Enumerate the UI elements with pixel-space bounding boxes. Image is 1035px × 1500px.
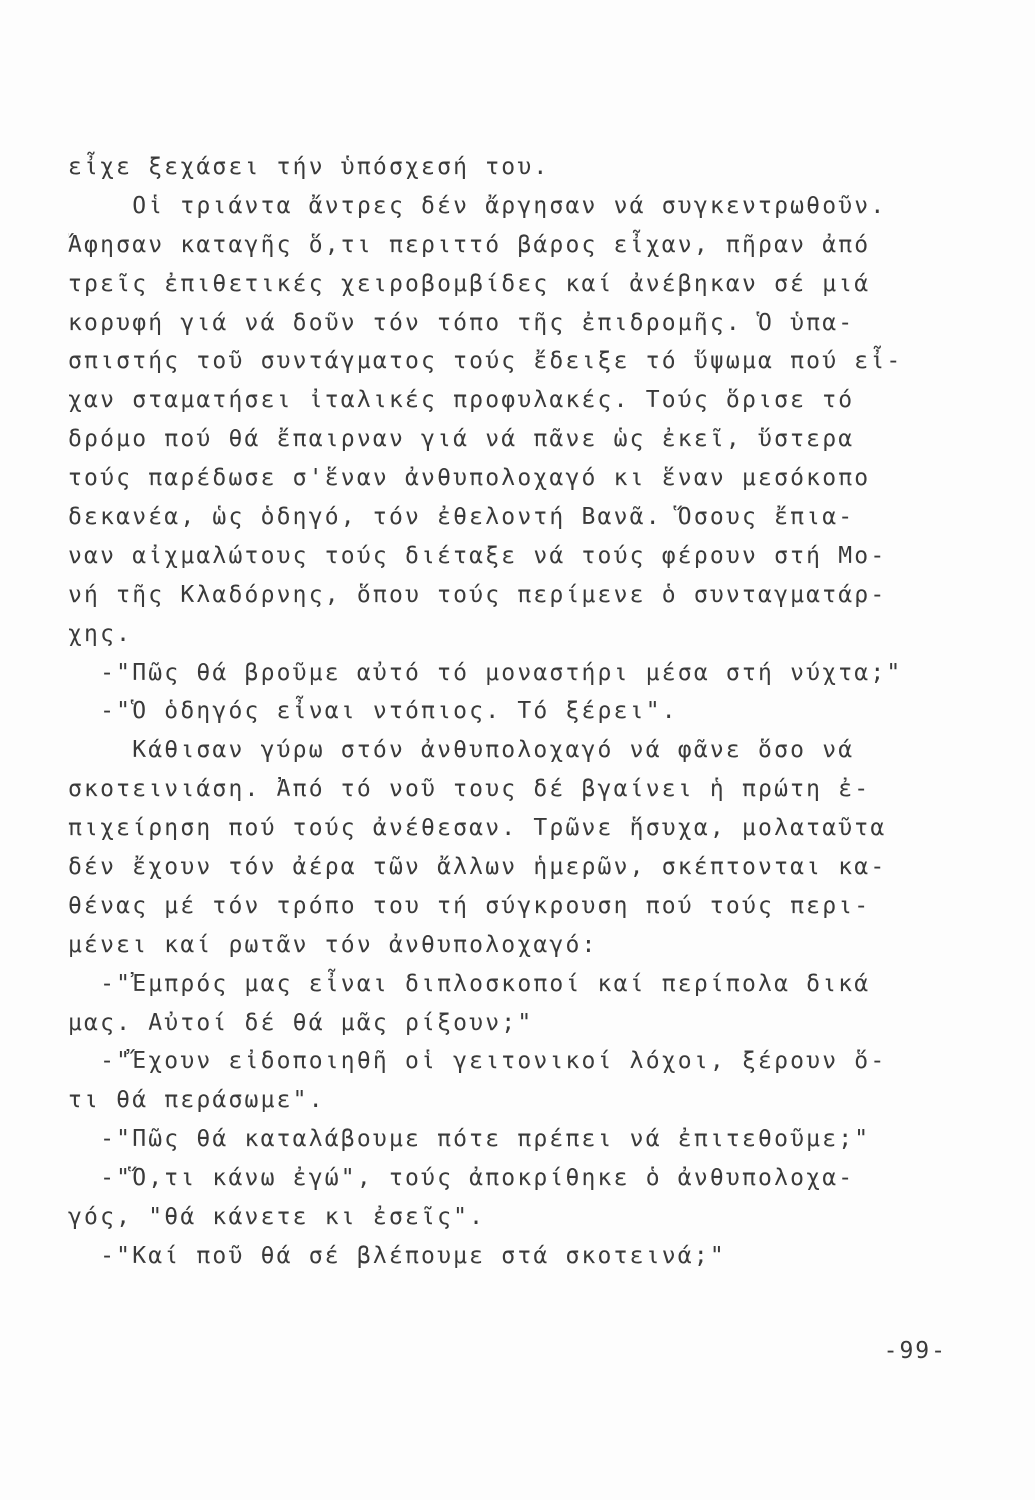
text-line: ναν αἰχμαλώτους τούς διέταξε νά τούς φέρουν στή Μο- (68, 542, 887, 569)
text-line: τι θά περάσωμε". (68, 1087, 325, 1114)
text-line: νή τῆς Κλαδόρνης, ὅπου τούς περίμενε ὁ συνταγματάρ- (68, 581, 887, 608)
text-line: -"Ἔχουν εἰδοποιηθῆ οἱ γειτονικοί λόχοι, ξέρουν ὅ- (68, 1048, 887, 1075)
text-line: πιχείρηση πού τούς ἀνέθεσαν. Τρῶνε ἥσυχα, μολαταῦτα (68, 815, 887, 842)
page-number: -99- (883, 1338, 947, 1364)
text-line: δεκανέα, ὡς ὁδηγό, τόν ἐθελοντή Βανᾶ. Ὅσους ἔπια- (68, 504, 855, 531)
text-line: θένας μέ τόν τρόπο του τή σύγκρουση πού τούς περι- (68, 892, 871, 919)
text-line: -"Ὁ ὁδηγός εἶναι ντόπιος. Τό ξέρει". (68, 698, 678, 725)
text-line: μας. Αὐτοί δέ θά μᾶς ρίξουν;" (68, 1009, 534, 1036)
text-line: γός, "θά κάνετε κι ἐσεῖς". (68, 1204, 486, 1231)
body-text (68, 148, 968, 1276)
text-line: τρεῖς ἐπιθετικές χειροβομβίδες καί ἀνέβηκαν σέ μιά (68, 270, 871, 297)
text-line: -"Ὅ,τι κάνω ἐγώ", τούς ἀποκρίθηκε ὁ ἀνθυπολοχα- (68, 1165, 855, 1192)
text-line: -"Καί ποῦ θά σέ βλέπουμε στά σκοτεινά;" (68, 1242, 726, 1269)
text-line: σπιστής τοῦ συντάγματος τούς ἔδειξε τό ὕψωμα πού εἶ- (68, 348, 903, 375)
text-line: χαν σταματήσει ἰταλικές προφυλακές. Τούς ὅρισε τό (68, 387, 855, 414)
text-line: τούς παρέδωσε σ'ἕναν ἀνθυπολοχαγό κι ἕναν μεσόκοπο (68, 465, 871, 492)
text-line: -"Πῶς θά καταλάβουμε πότε πρέπει νά ἐπιτεθοῦμε;" (68, 1126, 871, 1153)
text-line: -"Πῶς θά βροῦμε αὐτό τό μοναστήρι μέσα στή νύχτα;" (68, 659, 903, 686)
text-line: μένει καί ρωτᾶν τόν ἀνθυπολοχαγό: (68, 931, 598, 958)
text-line: Ἄφησαν καταγῆς ὅ,τι περιττό βάρος εἶχαν, πῆραν ἀπό (68, 231, 871, 258)
text-line: -"Ἐμπρός μας εἶναι διπλοσκοποί καί περίπολα δικά (68, 970, 871, 997)
text-line: κορυφή γιά νά δοῦν τόν τόπο τῆς ἐπιδρομῆς. Ὁ ὑπα- (68, 309, 855, 336)
text-line: δρόμο πού θά ἔπαιρναν γιά νά πᾶνε ὡς ἐκεῖ, ὕστερα (68, 426, 855, 453)
text-line: Κάθισαν γύρω στόν ἀνθυπολοχαγό νά φᾶνε ὅσο νά (68, 737, 855, 764)
text-line: Οἱ τριάντα ἄντρες δέν ἄργησαν νά συγκεντρωθοῦν. (68, 192, 887, 219)
text-line: χης. (68, 620, 133, 647)
text-line: δέν ἔχουν τόν ἀέρα τῶν ἄλλων ἡμερῶν, σκέπτονται κα- (68, 854, 887, 881)
text-line: εἶχε ξεχάσει τήν ὑπόσχεσή του. (68, 154, 550, 180)
text-line: σκοτεινιάση. Ἀπό τό νοῦ τους δέ βγαίνει ἡ πρώτη ἐ- (68, 776, 871, 803)
